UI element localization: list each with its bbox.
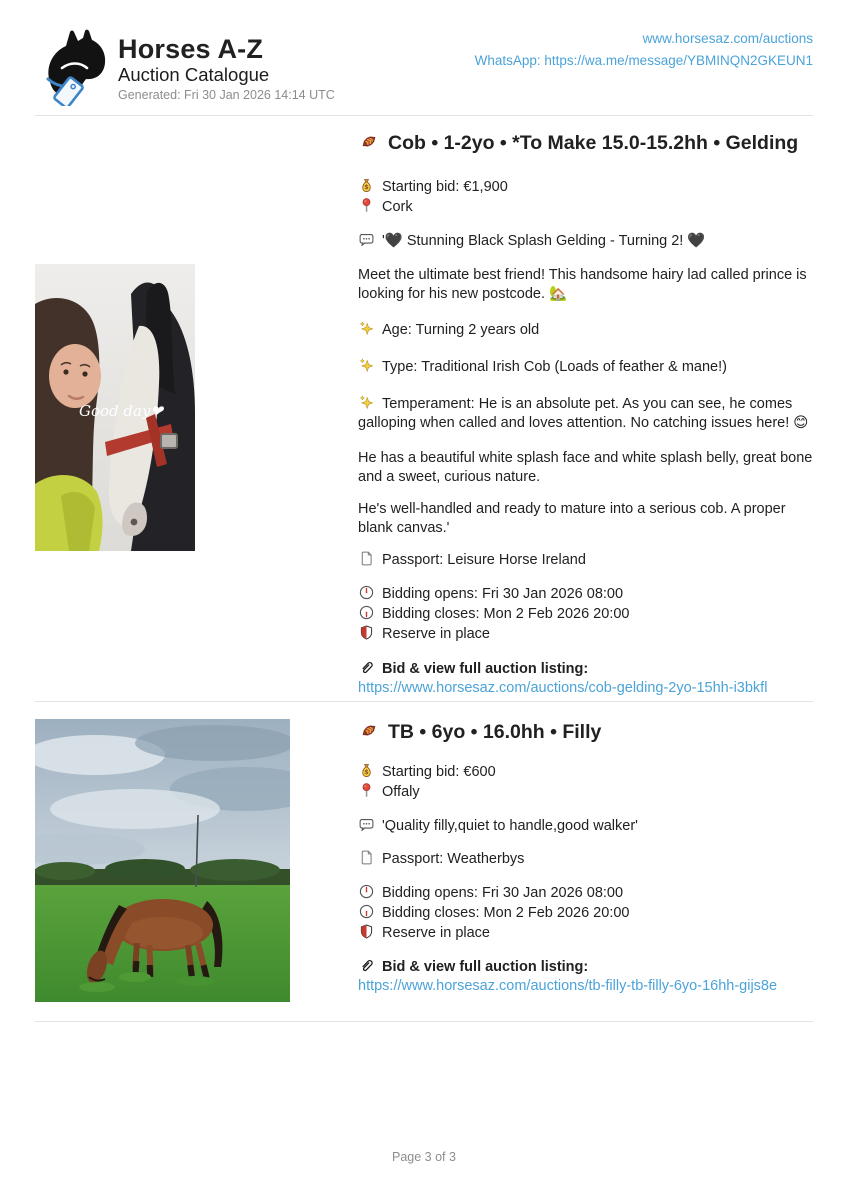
page-number: Page 3 of 3 (392, 1150, 456, 1164)
catalogue-subtitle: Auction Catalogue (118, 64, 270, 85)
listing-details (358, 719, 814, 996)
starting-bid-text: Starting bid: €600 (382, 764, 496, 780)
whatsapp-link[interactable]: WhatsApp: https://wa.me/message/YBMINQN2GKEUN1 (474, 53, 813, 68)
bidding-opens-row (358, 883, 814, 903)
listing-divider (35, 1021, 813, 1022)
shield-icon (358, 624, 375, 641)
quote-row (358, 816, 814, 836)
clock-icon (358, 903, 375, 920)
bidding-closes-row (358, 604, 814, 624)
listing-photo (35, 264, 195, 551)
bidding-closes-text: Bidding closes: Mon 2 Feb 2026 20:00 (382, 905, 630, 921)
quote-row (358, 231, 814, 251)
site-url-link[interactable]: www.horsesaz.com/auctions (642, 31, 813, 46)
paperclip-icon (358, 957, 375, 974)
reserve-row (358, 923, 814, 943)
location-text: Cork (382, 199, 413, 215)
listing-title: Cob • 1-2yo • *To Make 15.0-15.2hh • Gelding (388, 132, 799, 154)
passport-row (358, 550, 814, 570)
description-paragraph: He has a beautiful white splash face and white splash belly, great bone and a sweet, curious nature. (358, 450, 813, 485)
passport-row (358, 849, 814, 869)
location-row (358, 197, 814, 217)
document-icon (358, 849, 375, 866)
feature-temperament-row (358, 394, 814, 433)
listing-title-row (358, 719, 814, 745)
starting-bid-text: Starting bid: €1,900 (382, 179, 508, 195)
brand-logo (38, 24, 110, 106)
money-bag-icon (358, 762, 375, 779)
description-paragraph: He's well-handled and ready to mature into a serious cob. A proper blank canvas.' (358, 501, 786, 536)
bidding-opens-text: Bidding opens: Fri 30 Jan 2026 08:00 (382, 586, 624, 602)
money-bag-icon (358, 177, 375, 194)
photo-overlay-text: Good day❤ (79, 402, 164, 420)
shield-icon (358, 923, 375, 940)
auction-listing-link[interactable]: https://www.horsesaz.com/auctions/cob-gelding-2yo-15hh-i3bkfl (358, 680, 768, 696)
header-divider (35, 115, 813, 116)
bidding-opens-text: Bidding opens: Fri 30 Jan 2026 08:00 (382, 885, 624, 901)
starting-bid-row (358, 762, 814, 782)
location-text: Offaly (382, 784, 420, 800)
sparkles-icon (358, 394, 375, 411)
bid-cta-row (358, 957, 814, 977)
candy-icon (358, 132, 380, 151)
starting-bid-row (358, 177, 814, 197)
clock-icon (358, 883, 375, 900)
candy-icon (358, 721, 380, 740)
horse-head-logo-icon (38, 24, 110, 106)
bid-cta-row (358, 659, 814, 679)
listing-details (358, 130, 814, 698)
location-row (358, 782, 814, 802)
listing-title: TB • 6yo • 16.0hh • Filly (388, 721, 602, 743)
speech-bubble-icon (358, 231, 375, 248)
passport-text: Passport: Leisure Horse Ireland (382, 552, 586, 568)
header-links (333, 28, 813, 72)
listing-divider (35, 701, 813, 702)
listing-title-row (358, 130, 814, 156)
bid-cta-text: Bid & view full auction listing: (382, 661, 589, 677)
generated-timestamp: Generated: Fri 30 Jan 2026 14:14 UTC (118, 88, 335, 102)
paperclip-icon (358, 659, 375, 676)
clock-icon (358, 604, 375, 621)
reserve-text: Reserve in place (382, 925, 490, 941)
bid-cta-text: Bid & view full auction listing: (382, 959, 589, 975)
feature-temperament-text: Temperament: He is an absolute pet. As you can see, he comes galloping when called and loves attention. No catching issues here! 😊 (358, 396, 809, 431)
clock-icon (358, 584, 375, 601)
brand-name: Horses A-Z (118, 34, 264, 64)
quote-text: 'Quality filly,quiet to handle,good walker' (382, 818, 638, 834)
bidding-closes-row (358, 903, 814, 923)
feature-age-row (358, 320, 814, 340)
reserve-row (358, 624, 814, 644)
listing-photo (35, 719, 290, 1002)
pushpin-icon (358, 197, 375, 214)
auction-listing-link[interactable]: https://www.horsesaz.com/auctions/tb-filly-tb-filly-6yo-16hh-gijs8e (358, 978, 778, 994)
passport-text: Passport: Weatherbys (382, 851, 525, 867)
sparkles-icon (358, 320, 375, 337)
speech-bubble-icon (358, 816, 375, 833)
quote-text: '🖤 Stunning Black Splash Gelding - Turning 2! 🖤 (382, 233, 706, 249)
bidding-closes-text: Bidding closes: Mon 2 Feb 2026 20:00 (382, 606, 630, 622)
feature-age-text: Age: Turning 2 years old (382, 322, 540, 338)
feature-type-row (358, 357, 814, 377)
bidding-opens-row (358, 584, 814, 604)
sparkles-icon (358, 357, 375, 374)
pushpin-icon (358, 782, 375, 799)
feature-type-text: Type: Traditional Irish Cob (Loads of feather & mane!) (382, 359, 727, 375)
description-paragraph: Meet the ultimate best friend! This handsome hairy lad called prince is looking for his new postcode. 🏡 (358, 267, 807, 302)
reserve-text: Reserve in place (382, 626, 490, 642)
document-icon (358, 550, 375, 567)
